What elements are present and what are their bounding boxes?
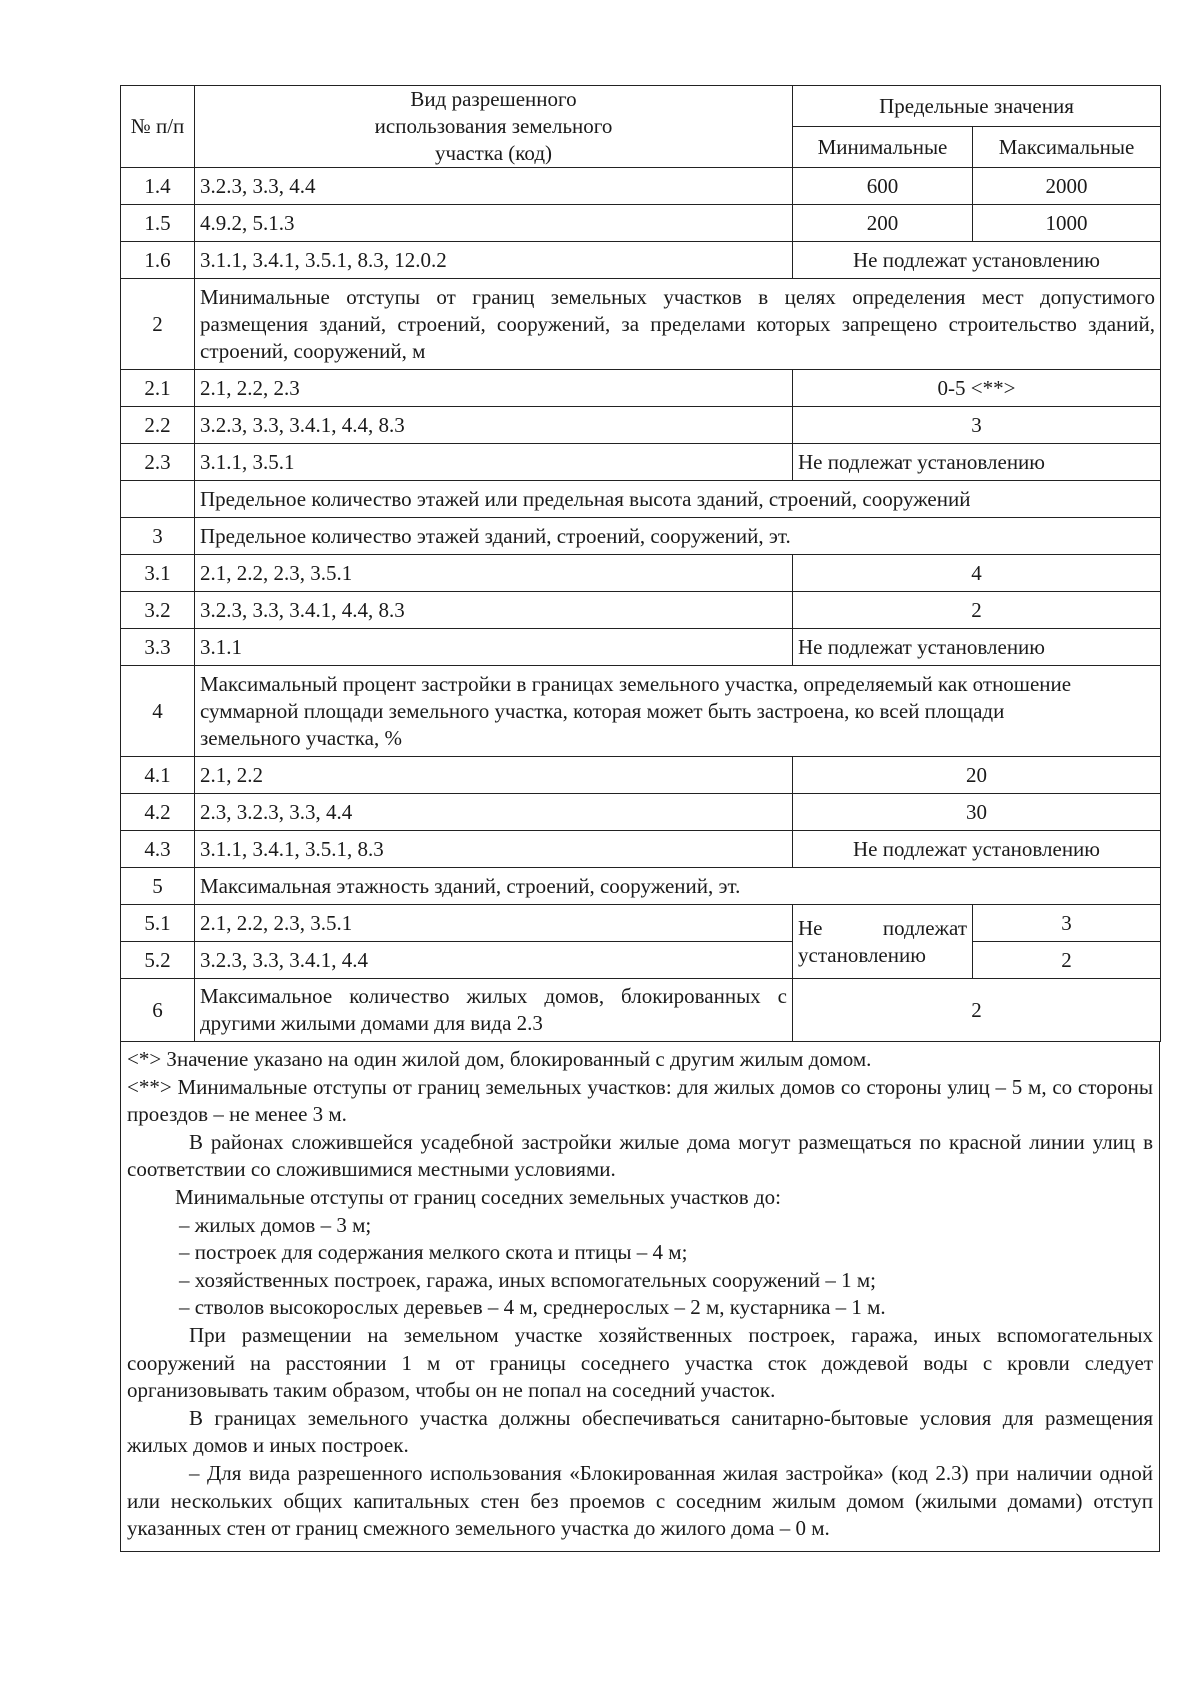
- row-max: 3: [973, 905, 1161, 942]
- row-num: 2.2: [121, 407, 195, 444]
- row-kind: 3.2.3, 3.3, 3.4.1, 4.4: [195, 942, 793, 979]
- note-paragraph: В границах земельного участка должны обеспечиваться санитарно-бытовые условия для размещения жилых домов и иных построек.: [127, 1405, 1153, 1458]
- row-kind: 3.1.1, 3.5.1: [195, 444, 793, 481]
- row-kind: 3.2.3, 3.3, 4.4: [195, 168, 793, 205]
- row-kind: 3.1.1: [195, 629, 793, 666]
- table-row: [121, 629, 1161, 666]
- header-min: Минимальные: [793, 127, 973, 168]
- table-section-row: [121, 481, 1161, 518]
- row-num: 5.1: [121, 905, 195, 942]
- row-value: 2: [793, 592, 1161, 629]
- row-num: 4.2: [121, 794, 195, 831]
- row-value: 3: [793, 407, 1161, 444]
- header-max: Максимальные: [973, 127, 1161, 168]
- row-num: 3.3: [121, 629, 195, 666]
- row-value: 0-5 <**>: [793, 370, 1161, 407]
- row-kind: 2.3, 3.2.3, 3.3, 4.4: [195, 794, 793, 831]
- row-num: 4.1: [121, 757, 195, 794]
- table-section-row: [121, 666, 1161, 757]
- row-value: 20: [793, 757, 1161, 794]
- header-limits: Предельные значения: [793, 86, 1161, 127]
- row-value: Не подлежат установлению: [793, 831, 1161, 868]
- table-row: [121, 205, 1161, 242]
- header-num: № п/п: [121, 86, 195, 168]
- list-item: – стволов высокорослых деревьев – 4 м, среднерослых – 2 м, кустарника – 1 м.: [179, 1295, 886, 1320]
- list-item: – жилых домов – 3 м;: [179, 1212, 372, 1237]
- table-row: [121, 831, 1161, 868]
- note-paragraph: В районах сложившейся усадебной застройки жилые дома могут размещаться по красной линии улиц в соответствии со сложившимися местными условиями.: [127, 1129, 1153, 1182]
- row-min: 200: [793, 205, 973, 242]
- row-min: 600: [793, 168, 973, 205]
- note-footnote-1: <*> Значение указано на один жилой дом, блокированный с другим жилым домом.: [127, 1047, 872, 1071]
- row-min-merged: Не подлежат установлению: [793, 905, 973, 979]
- section-text: Предельное количество этажей зданий, строений, сооружений, эт.: [195, 518, 1161, 555]
- row-num: 4.3: [121, 831, 195, 868]
- row-num: 3.1: [121, 555, 195, 592]
- table-row: [121, 942, 1161, 979]
- table-row: [121, 592, 1161, 629]
- row-num: 4: [121, 666, 195, 757]
- table-row: [121, 979, 1161, 1042]
- table-row: [121, 242, 1161, 279]
- row-num: [121, 481, 195, 518]
- row-num: 6: [121, 979, 195, 1042]
- notes-block: [120, 1042, 1160, 1552]
- limits-table: [120, 85, 1161, 1042]
- row-kind: 2.1, 2.2: [195, 757, 793, 794]
- row-kind: 2.1, 2.2, 2.3, 3.5.1: [195, 555, 793, 592]
- row-num: 1.5: [121, 205, 195, 242]
- row-kind: 3.1.1, 3.4.1, 3.5.1, 8.3: [195, 831, 793, 868]
- table-row: [121, 370, 1161, 407]
- list-item: – хозяйственных построек, гаража, иных вспомогательных сооружений – 1 м;: [179, 1267, 876, 1292]
- row-num: 2.1: [121, 370, 195, 407]
- row-kind: 3.2.3, 3.3, 3.4.1, 4.4, 8.3: [195, 407, 793, 444]
- header-kind-text: Вид разрешенного использования земельного участка (код): [374, 87, 613, 165]
- table-row: [121, 794, 1161, 831]
- table-row: [121, 555, 1161, 592]
- section-text: Максимальный процент застройки в границах земельного участка, определяемый как отношение суммарной площади земельного участка, которая может быть застроена, ко всей площади земельного участка, %: [195, 666, 1161, 757]
- row-kind: Максимальное количество жилых домов, блокированных с другими жилыми домами для вида 2.3: [195, 979, 793, 1042]
- row-kind: 2.1, 2.2, 2.3: [195, 370, 793, 407]
- section-text: Минимальные отступы от границ земельных участков в целях определения мест допустимого размещения зданий, строений, сооружений, за пределами которых запрещено строительство зданий, строений, сооружений, м: [195, 279, 1161, 370]
- section-text: Максимальная этажность зданий, строений, сооружений, эт.: [195, 868, 1161, 905]
- row-value: 2: [793, 979, 1161, 1042]
- note-footnote-2: <**> Минимальные отступы от границ земельных участков: для жилых домов со стороны улиц – 5 м, со стороны проездов – не менее 3 м.: [127, 1074, 1153, 1127]
- row-value: 4: [793, 555, 1161, 592]
- row-num: 3: [121, 518, 195, 555]
- row-num: 2.3: [121, 444, 195, 481]
- row-num: 5: [121, 868, 195, 905]
- table-row: [121, 905, 1161, 942]
- note-paragraph: Минимальные отступы от границ соседних земельных участков до:: [175, 1184, 781, 1209]
- row-kind: 3.2.3, 3.3, 3.4.1, 4.4, 8.3: [195, 592, 793, 629]
- row-value: Не подлежат установлению: [793, 242, 1161, 279]
- row-num: 3.2: [121, 592, 195, 629]
- list-item: – построек для содержания мелкого скота и птицы – 4 м;: [179, 1240, 688, 1265]
- row-value: 30: [793, 794, 1161, 831]
- header-kind: [195, 86, 793, 168]
- table-section-row: [121, 868, 1161, 905]
- row-num: 2: [121, 279, 195, 370]
- document-page: [120, 85, 1160, 1552]
- table-row: [121, 757, 1161, 794]
- table-header-row: [121, 86, 1161, 127]
- section-text: Предельное количество этажей или предельная высота зданий, строений, сооружений: [195, 481, 1161, 518]
- table-row: [121, 168, 1161, 205]
- table-section-row: [121, 518, 1161, 555]
- row-num: 1.4: [121, 168, 195, 205]
- table-section-row: [121, 279, 1161, 370]
- row-value: Не подлежат установлению: [793, 629, 1161, 666]
- note-paragraph: – Для вида разрешенного использования «Блокированная жилая застройка» (код 2.3) при наличии одной или нескольких общих капитальных стен без проемов с соседним жилым домом (жилыми домами) отступ указанных стен от границ смежного земельного участка до жилого дома – 0 м.: [127, 1460, 1153, 1541]
- table-row: [121, 407, 1161, 444]
- row-kind: 4.9.2, 5.1.3: [195, 205, 793, 242]
- row-max: 2000: [973, 168, 1161, 205]
- row-value: Не подлежат установлению: [793, 444, 1161, 481]
- note-paragraph: При размещении на земельном участке хозяйственных построек, гаража, иных вспомогательных сооружений на расстоянии 1 м от границы соседнего участка сток дождевой воды с кровли следует организовывать таким образом, чтобы он не попал на соседний участок.: [127, 1322, 1153, 1403]
- row-max: 2: [973, 942, 1161, 979]
- table-row: [121, 444, 1161, 481]
- row-max: 1000: [973, 205, 1161, 242]
- row-kind: 2.1, 2.2, 2.3, 3.5.1: [195, 905, 793, 942]
- row-num: 5.2: [121, 942, 195, 979]
- row-num: 1.6: [121, 242, 195, 279]
- row-kind: 3.1.1, 3.4.1, 3.5.1, 8.3, 12.0.2: [195, 242, 793, 279]
